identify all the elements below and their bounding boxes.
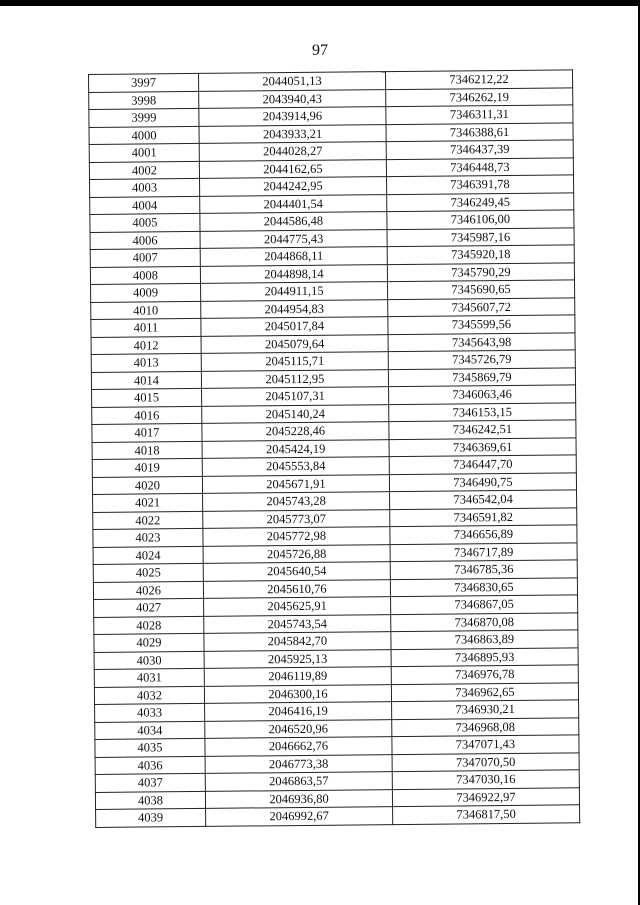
x-coordinate-cell: 2046416,19 bbox=[205, 702, 392, 721]
y-coordinate-cell: 7346106,00 bbox=[387, 210, 574, 229]
x-coordinate-cell: 2045228,46 bbox=[202, 422, 389, 441]
y-coordinate-cell: 7346591,82 bbox=[390, 507, 577, 526]
y-coordinate-cell: 7346542,04 bbox=[390, 490, 577, 509]
x-coordinate-cell: 2045640,54 bbox=[203, 562, 390, 581]
x-coordinate-cell: 2046300,16 bbox=[204, 684, 391, 703]
y-coordinate-cell: 7346785,36 bbox=[390, 560, 577, 579]
point-number-cell: 4015 bbox=[92, 388, 202, 407]
point-number-cell: 3999 bbox=[89, 108, 199, 127]
point-number-cell: 3997 bbox=[89, 73, 199, 92]
x-coordinate-cell: 2045553,84 bbox=[202, 457, 389, 476]
x-coordinate-cell: 2045115,71 bbox=[201, 352, 388, 371]
x-coordinate-cell: 2046992,67 bbox=[206, 807, 393, 826]
point-number-cell: 4020 bbox=[92, 476, 202, 495]
y-coordinate-cell: 7345599,56 bbox=[388, 315, 575, 334]
y-coordinate-cell: 7346976,78 bbox=[391, 665, 578, 684]
point-number-cell: 4024 bbox=[93, 546, 203, 565]
point-number-cell: 4034 bbox=[95, 721, 205, 740]
point-number-cell: 4039 bbox=[96, 808, 206, 827]
y-coordinate-cell: 7345869,79 bbox=[388, 367, 575, 386]
coordinates-table-body bbox=[89, 70, 580, 827]
x-coordinate-cell: 2045671,91 bbox=[202, 474, 389, 493]
point-number-cell: 4038 bbox=[95, 791, 205, 810]
y-coordinate-cell: 7346262,19 bbox=[386, 87, 573, 106]
point-number-cell: 4027 bbox=[94, 598, 204, 617]
x-coordinate-cell: 2044868,11 bbox=[200, 247, 387, 266]
y-coordinate-cell: 7346448,73 bbox=[386, 157, 573, 176]
point-number-cell: 4023 bbox=[93, 528, 203, 547]
x-coordinate-cell: 2044775,43 bbox=[200, 229, 387, 248]
point-number-cell: 4008 bbox=[90, 266, 200, 285]
y-coordinate-cell: 7346063,46 bbox=[389, 385, 576, 404]
y-coordinate-cell: 7347070,50 bbox=[392, 752, 579, 771]
y-coordinate-cell: 7346930,21 bbox=[392, 700, 579, 719]
point-number-cell: 3998 bbox=[89, 91, 199, 110]
y-coordinate-cell: 7346656,89 bbox=[390, 525, 577, 544]
x-coordinate-cell: 2044401,54 bbox=[200, 194, 387, 213]
x-coordinate-cell: 2046773,38 bbox=[205, 754, 392, 773]
y-coordinate-cell: 7346447,70 bbox=[389, 455, 576, 474]
y-coordinate-cell: 7346830,65 bbox=[390, 577, 577, 596]
point-number-cell: 4007 bbox=[90, 248, 200, 267]
point-number-cell: 4016 bbox=[92, 406, 202, 425]
point-number-cell: 4035 bbox=[95, 738, 205, 757]
y-coordinate-cell: 7345607,72 bbox=[388, 297, 575, 316]
x-coordinate-cell: 2044954,83 bbox=[201, 299, 388, 318]
y-coordinate-cell: 7345790,29 bbox=[387, 262, 574, 281]
x-coordinate-cell: 2045424,19 bbox=[202, 439, 389, 458]
x-coordinate-cell: 2044162,65 bbox=[199, 159, 386, 178]
x-coordinate-cell: 2045726,88 bbox=[203, 544, 390, 563]
x-coordinate-cell: 2044028,27 bbox=[199, 142, 386, 161]
x-coordinate-cell: 2044242,95 bbox=[200, 177, 387, 196]
point-number-cell: 4031 bbox=[94, 668, 204, 687]
point-number-cell: 4017 bbox=[92, 423, 202, 442]
point-number-cell: 4003 bbox=[90, 178, 200, 197]
x-coordinate-cell: 2043940,43 bbox=[199, 89, 386, 108]
y-coordinate-cell: 7345920,18 bbox=[387, 245, 574, 264]
point-number-cell: 4012 bbox=[91, 336, 201, 355]
y-coordinate-cell: 7346369,61 bbox=[389, 437, 576, 456]
point-number-cell: 4005 bbox=[90, 213, 200, 232]
point-number-cell: 4028 bbox=[94, 616, 204, 635]
point-number-cell: 4014 bbox=[91, 371, 201, 390]
point-number-cell: 4021 bbox=[93, 493, 203, 512]
y-coordinate-cell: 7347071,43 bbox=[392, 735, 579, 754]
y-coordinate-cell: 7346717,89 bbox=[390, 542, 577, 561]
point-number-cell: 4032 bbox=[94, 686, 204, 705]
point-number-cell: 4033 bbox=[95, 703, 205, 722]
point-number-cell: 4006 bbox=[90, 231, 200, 250]
y-coordinate-cell: 7346922,97 bbox=[392, 787, 579, 806]
y-coordinate-cell: 7346388,61 bbox=[386, 122, 573, 141]
x-coordinate-cell: 2045107,31 bbox=[202, 387, 389, 406]
x-coordinate-cell: 2045772,98 bbox=[203, 527, 390, 546]
y-coordinate-cell: 7347030,16 bbox=[392, 770, 579, 789]
scan-top-border bbox=[0, 0, 640, 6]
x-coordinate-cell: 2045625,91 bbox=[204, 597, 391, 616]
y-coordinate-cell: 7346870,08 bbox=[391, 612, 578, 631]
y-coordinate-cell: 7346817,50 bbox=[393, 805, 580, 824]
y-coordinate-cell: 7346242,51 bbox=[389, 420, 576, 439]
coordinates-table-container bbox=[88, 69, 579, 827]
x-coordinate-cell: 2045773,07 bbox=[203, 509, 390, 528]
x-coordinate-cell: 2046119,89 bbox=[204, 667, 391, 686]
x-coordinate-cell: 2045842,70 bbox=[204, 632, 391, 651]
point-number-cell: 4018 bbox=[92, 441, 202, 460]
y-coordinate-cell: 7346212,22 bbox=[385, 70, 572, 89]
x-coordinate-cell: 2044586,48 bbox=[200, 212, 387, 231]
point-number-cell: 4001 bbox=[89, 143, 199, 162]
point-number-cell: 4037 bbox=[95, 773, 205, 792]
x-coordinate-cell: 2045743,54 bbox=[204, 614, 391, 633]
point-number-cell: 4025 bbox=[93, 563, 203, 582]
point-number-cell: 4004 bbox=[90, 196, 200, 215]
coordinates-table bbox=[88, 69, 580, 827]
y-coordinate-cell: 7345643,98 bbox=[388, 332, 575, 351]
x-coordinate-cell: 2046520,96 bbox=[205, 719, 392, 738]
x-coordinate-cell: 2045112,95 bbox=[201, 369, 388, 388]
point-number-cell: 4026 bbox=[93, 581, 203, 600]
x-coordinate-cell: 2044898,14 bbox=[200, 264, 387, 283]
point-number-cell: 4009 bbox=[91, 283, 201, 302]
point-number-cell: 4011 bbox=[91, 318, 201, 337]
y-coordinate-cell: 7346863,89 bbox=[391, 630, 578, 649]
y-coordinate-cell: 7346249,45 bbox=[387, 192, 574, 211]
x-coordinate-cell: 2045079,64 bbox=[201, 334, 388, 353]
point-number-cell: 4013 bbox=[91, 353, 201, 372]
y-coordinate-cell: 7345690,65 bbox=[388, 280, 575, 299]
x-coordinate-cell: 2045610,76 bbox=[203, 579, 390, 598]
x-coordinate-cell: 2045743,28 bbox=[203, 492, 390, 511]
point-number-cell: 4002 bbox=[89, 161, 199, 180]
y-coordinate-cell: 7346968,08 bbox=[392, 717, 579, 736]
point-number-cell: 4036 bbox=[95, 756, 205, 775]
table-row bbox=[96, 805, 580, 827]
x-coordinate-cell: 2044051,13 bbox=[198, 72, 385, 91]
point-number-cell: 4022 bbox=[93, 511, 203, 530]
y-coordinate-cell: 7345987,16 bbox=[387, 227, 574, 246]
y-coordinate-cell: 7346391,78 bbox=[386, 175, 573, 194]
point-number-cell: 4030 bbox=[94, 651, 204, 670]
y-coordinate-cell: 7346153,15 bbox=[389, 402, 576, 421]
y-coordinate-cell: 7346490,75 bbox=[389, 472, 576, 491]
point-number-cell: 4029 bbox=[94, 633, 204, 652]
y-coordinate-cell: 7346311,31 bbox=[386, 105, 573, 124]
x-coordinate-cell: 2046863,57 bbox=[205, 772, 392, 791]
y-coordinate-cell: 7345726,79 bbox=[388, 350, 575, 369]
point-number-cell: 4010 bbox=[91, 301, 201, 320]
x-coordinate-cell: 2045140,24 bbox=[202, 404, 389, 423]
x-coordinate-cell: 2046936,80 bbox=[205, 789, 392, 808]
x-coordinate-cell: 2044911,15 bbox=[201, 282, 388, 301]
y-coordinate-cell: 7346437,39 bbox=[386, 140, 573, 159]
page-number: 97 bbox=[312, 42, 328, 59]
y-coordinate-cell: 7346895,93 bbox=[391, 647, 578, 666]
x-coordinate-cell: 2043933,21 bbox=[199, 124, 386, 143]
y-coordinate-cell: 7346962,65 bbox=[391, 682, 578, 701]
y-coordinate-cell: 7346867,05 bbox=[391, 595, 578, 614]
point-number-cell: 4019 bbox=[92, 458, 202, 477]
point-number-cell: 4000 bbox=[89, 126, 199, 145]
x-coordinate-cell: 2043914,96 bbox=[199, 107, 386, 126]
x-coordinate-cell: 2046662,76 bbox=[205, 737, 392, 756]
x-coordinate-cell: 2045017,84 bbox=[201, 317, 388, 336]
x-coordinate-cell: 2045925,13 bbox=[204, 649, 391, 668]
